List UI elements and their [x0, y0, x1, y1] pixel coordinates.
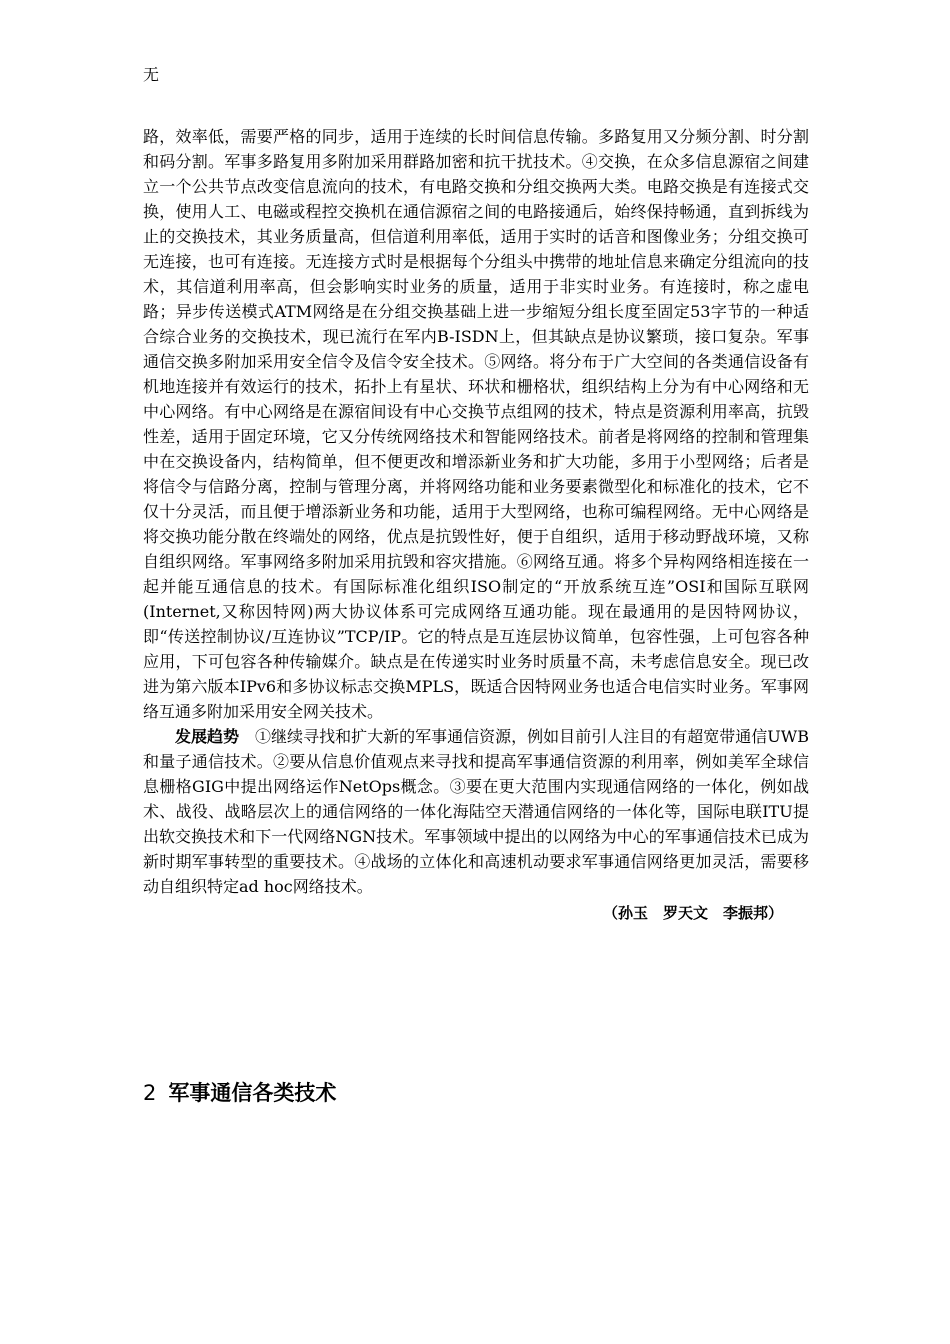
trend-label: 发展趋势: [175, 727, 240, 746]
article-body: [143, 124, 809, 926]
trend-text: ①继续寻找和扩大新的军事通信资源，例如目前引人注目的有超宽带通信UWB和量子通信技术。②要从信息价值观点来寻找和提高军事通信资源的利用率，例如美军全球信息栅格GIG中提出网络运作NetOps概念。③要在更大范围内实现通信网络的一体化，例如战术、战役、战略层次上的通信网络的一体化海陆空天潜通信网络的一体化等，国际电联ITU提出软交换技术和下一代网络NGN技术。军事领域中提出的以网络为中心的军事通信技术已成为新时期军事转型的重要技术。④战场的立体化和高速机动要求军事通信网络更加灵活，需要移动自组织特定ad hoc网络技术。: [143, 727, 809, 896]
body-paragraph: 路，效率低，需要严格的同步，适用于连续的长时间信息传输。多路复用又分频分割、时分割和码分割。军事多路复用多附加采用群路加密和抗干扰技术。④交换，在众多信息源宿之间建立一个公共节点改变信息流向的技术，有电路交换和分组交换两大类。电路交换是有连接式交换，使用人工、电磁或程控交换机在通信源宿之间的电路接通后，始终保持畅通，直到拆线为止的交换技术，其业务质量高，但信道利用率低，适用于实时的话音和图像业务；分组交换可无连接，也可有连接。无连接方式时是根据每个分组头中携带的地址信息来确定分组流向的技术，其信道利用率高，但会影响实时业务的质量，适用于非实时业务。有连接时，称之虚电路；异步传送模式ATM网络是在分组交换基础上进一步缩短分组长度至固定53字节的一种适合综合业务的交换技术，现已流行在军内B-ISDN上，但其缺点是协议繁琐，接口复杂。军事通信交换多附加采用安全信令及信令安全技术。⑤网络。将分布于广大空间的各类通信设备有机地连接并有效运行的技术，拓扑上有星状、环状和栅格状，组织结构上分为有中心网络和无中心网络。有中心网络是在源宿间设有中心交换节点组网的技术，特点是资源利用率高，抗毁性差，适用于固定环境，它又分传统网络技术和智能网络技术。前者是将网络的控制和管理集中在交换设备内，结构简单，但不便更改和增添新业务和扩大功能，多用于小型网络；后者是将信令与信路分离，控制与管理分离，并将网络功能和业务要素微型化和标准化的技术，它不仅十分灵活，而且便于增添新业务和功能，适用于大型网络，也称可编程网络。无中心网络是将交换功能分散在终端处的网络，优点是抗毁性好，便于自组织，适用于移动野战环境，又称自组织网络。军事网络多附加采用抗毁和容灾措施。⑥网络互通。将多个异构网络相连接在一起并能互通信息的技术。有国际标准化组织ISO制定的“开放系统互连”OSI和国际互联网(Internet,又称因特网)两大协议体系可完成网络互通功能。现在最通用的是因特网协议，即“传送控制协议/互连协议”TCP/IP。它的特点是互连层协议简单，包容性强，上可包容各种应用，下可包容各种传输媒介。缺点是在传递实时业务时质量不高，未考虑信息安全。现已改进为第六版本IPv6和多协议标志交换MPLS，既适合因特网业务也适合电信实时业务。军事网络互通多附加采用安全网关技术。: [143, 127, 809, 721]
section-number: 2: [143, 1081, 157, 1105]
page-header-mark: 无: [143, 65, 160, 84]
author-credits: （孙玉 罗天文 李振邦）: [602, 904, 783, 922]
section-title: 军事通信各类技术: [168, 1081, 337, 1105]
section-heading: [143, 1078, 336, 1108]
trend-paragraph: [143, 724, 809, 899]
